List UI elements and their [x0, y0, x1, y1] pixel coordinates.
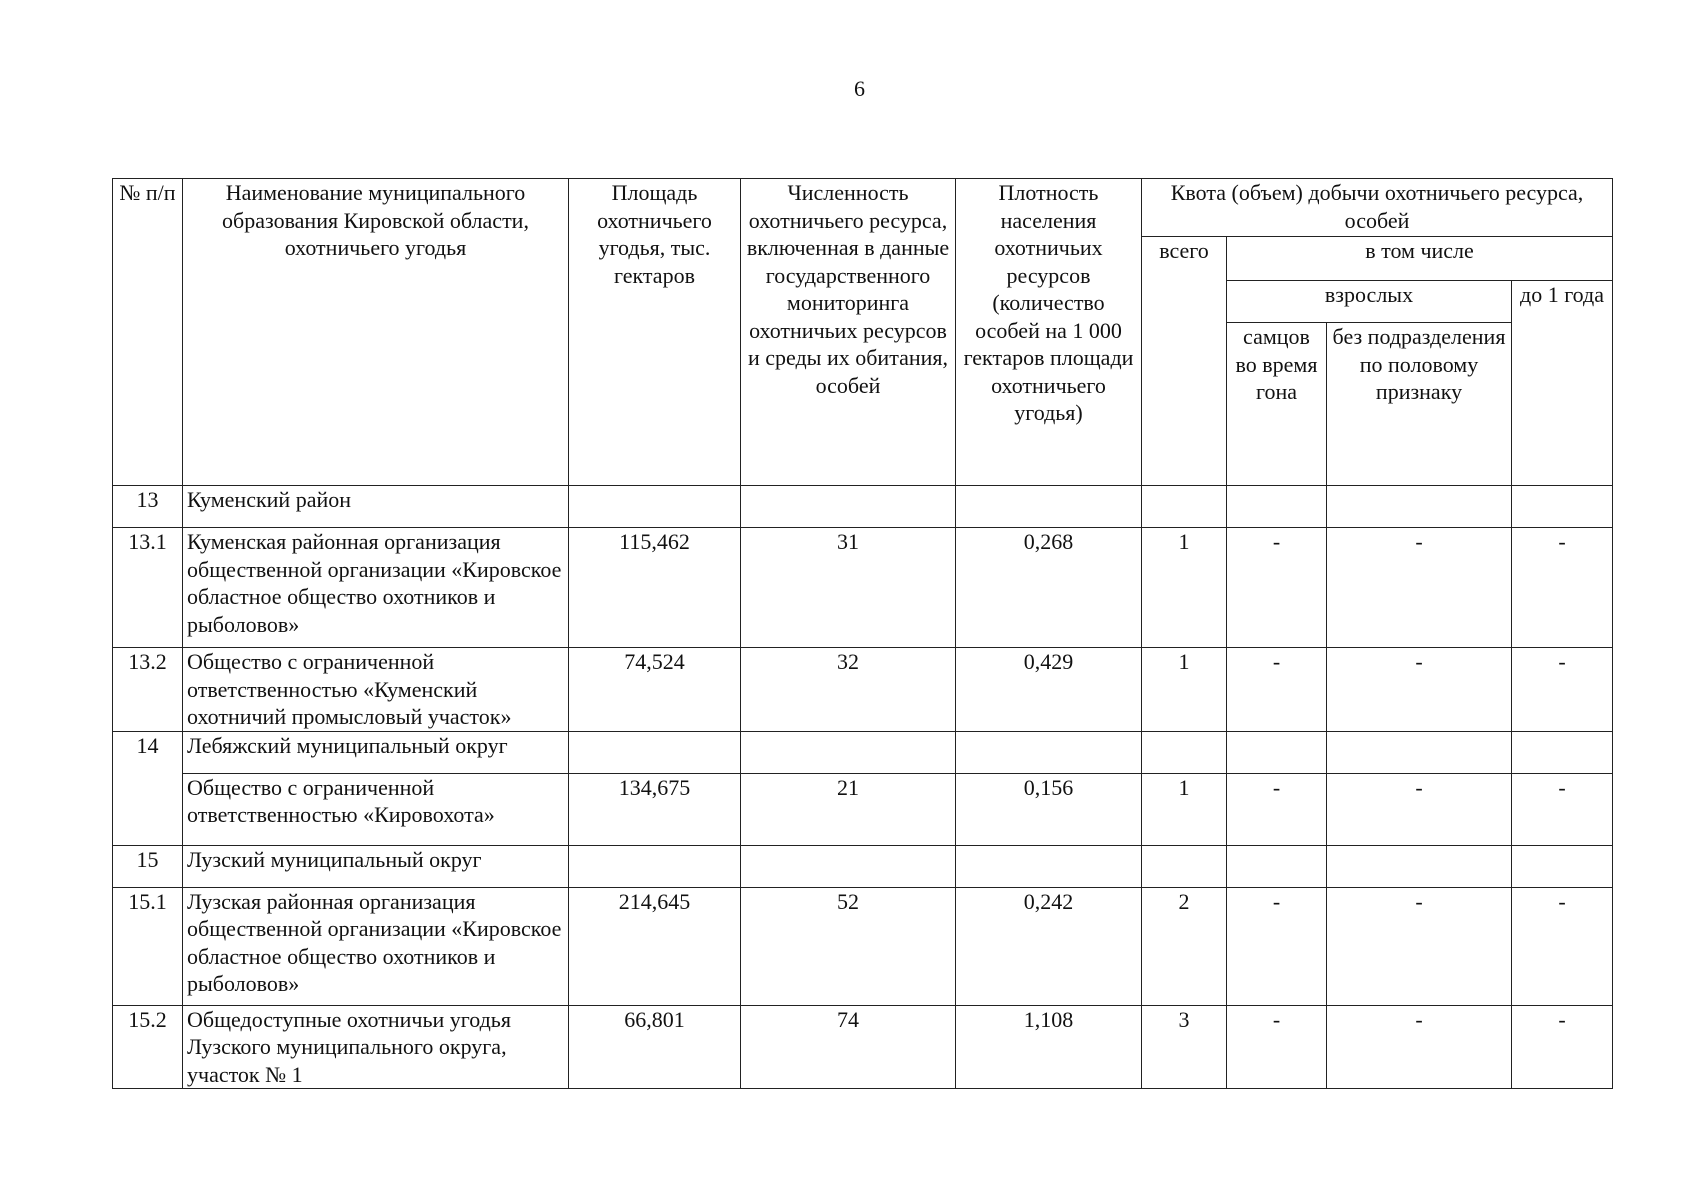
row-nosplit — [1327, 486, 1512, 528]
table-row — [113, 528, 1613, 648]
row-count: 74 — [741, 1005, 956, 1089]
row-total: 3 — [1142, 1005, 1227, 1089]
header-count: Численность охотничьего ресурса, включенная в данные государственного мониторинга охотничьих ресурсов и среды их обитания, особей — [741, 179, 956, 486]
table-row — [113, 648, 1613, 732]
row-nosplit — [1327, 731, 1512, 773]
page-number: 6 — [854, 76, 865, 101]
row-count: 52 — [741, 887, 956, 1005]
row-density — [956, 486, 1142, 528]
row-name: Куменский район — [183, 486, 569, 528]
row-nosplit: - — [1327, 528, 1512, 648]
row-total: 1 — [1142, 648, 1227, 732]
row-density: 0,242 — [956, 887, 1142, 1005]
row-number: 13 — [113, 486, 183, 528]
row-area — [569, 486, 741, 528]
header-under-one-year: до 1 года — [1512, 281, 1613, 486]
header-name: Наименование муниципального образования Кировской области, охотничьего угодья — [183, 179, 569, 486]
row-young: - — [1512, 1005, 1613, 1089]
row-count: 21 — [741, 773, 956, 845]
row-males: - — [1227, 1005, 1327, 1089]
row-nosplit: - — [1327, 1005, 1512, 1089]
row-total: 2 — [1142, 887, 1227, 1005]
row-area: 115,462 — [569, 528, 741, 648]
header-total: всего — [1142, 237, 1227, 486]
row-number: 14 — [113, 731, 183, 845]
row-density — [956, 845, 1142, 887]
header-adults: взрослых — [1227, 281, 1512, 323]
row-males: - — [1227, 648, 1327, 732]
row-young — [1512, 731, 1613, 773]
row-nosplit: - — [1327, 773, 1512, 845]
row-young — [1512, 845, 1613, 887]
row-name: Лузский муниципальный округ — [183, 845, 569, 887]
table-row — [113, 773, 1613, 845]
row-density: 0,156 — [956, 773, 1142, 845]
table-row — [113, 845, 1613, 887]
row-number: 13.2 — [113, 648, 183, 732]
row-name: Общество с ограниченной ответственностью «Куменский охотничий промысловый участок» — [183, 648, 569, 732]
row-density: 1,108 — [956, 1005, 1142, 1089]
row-males — [1227, 486, 1327, 528]
row-name: Куменская районная организация общественной организации «Кировское областное общество охотников и рыболовов» — [183, 528, 569, 648]
row-density: 0,268 — [956, 528, 1142, 648]
row-count — [741, 845, 956, 887]
row-name: Лебяжский муниципальный округ — [183, 731, 569, 773]
row-total — [1142, 486, 1227, 528]
row-number: 15.1 — [113, 887, 183, 1005]
row-total: 1 — [1142, 773, 1227, 845]
row-young — [1512, 486, 1613, 528]
row-density — [956, 731, 1142, 773]
row-total: 1 — [1142, 528, 1227, 648]
row-density: 0,429 — [956, 648, 1142, 732]
header-quota: Квота (объем) добычи охотничьего ресурса, особей — [1142, 179, 1613, 237]
row-nosplit — [1327, 845, 1512, 887]
row-number: 13.1 — [113, 528, 183, 648]
row-count — [741, 731, 956, 773]
header-no: № п/п — [113, 179, 183, 486]
row-nosplit: - — [1327, 648, 1512, 732]
row-number: 15.2 — [113, 1005, 183, 1089]
row-males — [1227, 845, 1327, 887]
row-young: - — [1512, 528, 1613, 648]
row-males: - — [1227, 528, 1327, 648]
row-young: - — [1512, 773, 1613, 845]
row-count: 32 — [741, 648, 956, 732]
header-including: в том числе — [1227, 237, 1613, 281]
table-row — [113, 731, 1613, 773]
row-males: - — [1227, 887, 1327, 1005]
row-area: 74,524 — [569, 648, 741, 732]
header-density: Плотность населения охотничьих ресурсов (количество особей на 1 000 гектаров площади охотничьего угодья) — [956, 179, 1142, 486]
row-area: 214,645 — [569, 887, 741, 1005]
row-area — [569, 845, 741, 887]
row-name: Лузская районная организация общественной организации «Кировское областное общество охотников и рыболовов» — [183, 887, 569, 1005]
row-area: 66,801 — [569, 1005, 741, 1089]
row-young: - — [1512, 887, 1613, 1005]
row-males — [1227, 731, 1327, 773]
row-count — [741, 486, 956, 528]
row-total — [1142, 731, 1227, 773]
row-number: 15 — [113, 845, 183, 887]
table-row — [113, 486, 1613, 528]
quota-table — [112, 178, 1613, 1089]
header-area: Площадь охотничьего угодья, тыс. гектаров — [569, 179, 741, 486]
row-young: - — [1512, 648, 1613, 732]
header-males-during-rut: самцов во время гона — [1227, 323, 1327, 486]
header-no-sex-split: без подразделения по половому признаку — [1327, 323, 1512, 486]
row-name: Общедоступные охотничьи угодья Лузского муниципального округа, участок № 1 — [183, 1005, 569, 1089]
row-males: - — [1227, 773, 1327, 845]
row-name: Общество с ограниченной ответственностью «Кировохота» — [183, 773, 569, 845]
row-total — [1142, 845, 1227, 887]
row-area — [569, 731, 741, 773]
table-row — [113, 1005, 1613, 1089]
row-nosplit: - — [1327, 887, 1512, 1005]
row-count: 31 — [741, 528, 956, 648]
row-area: 134,675 — [569, 773, 741, 845]
table-row — [113, 887, 1613, 1005]
